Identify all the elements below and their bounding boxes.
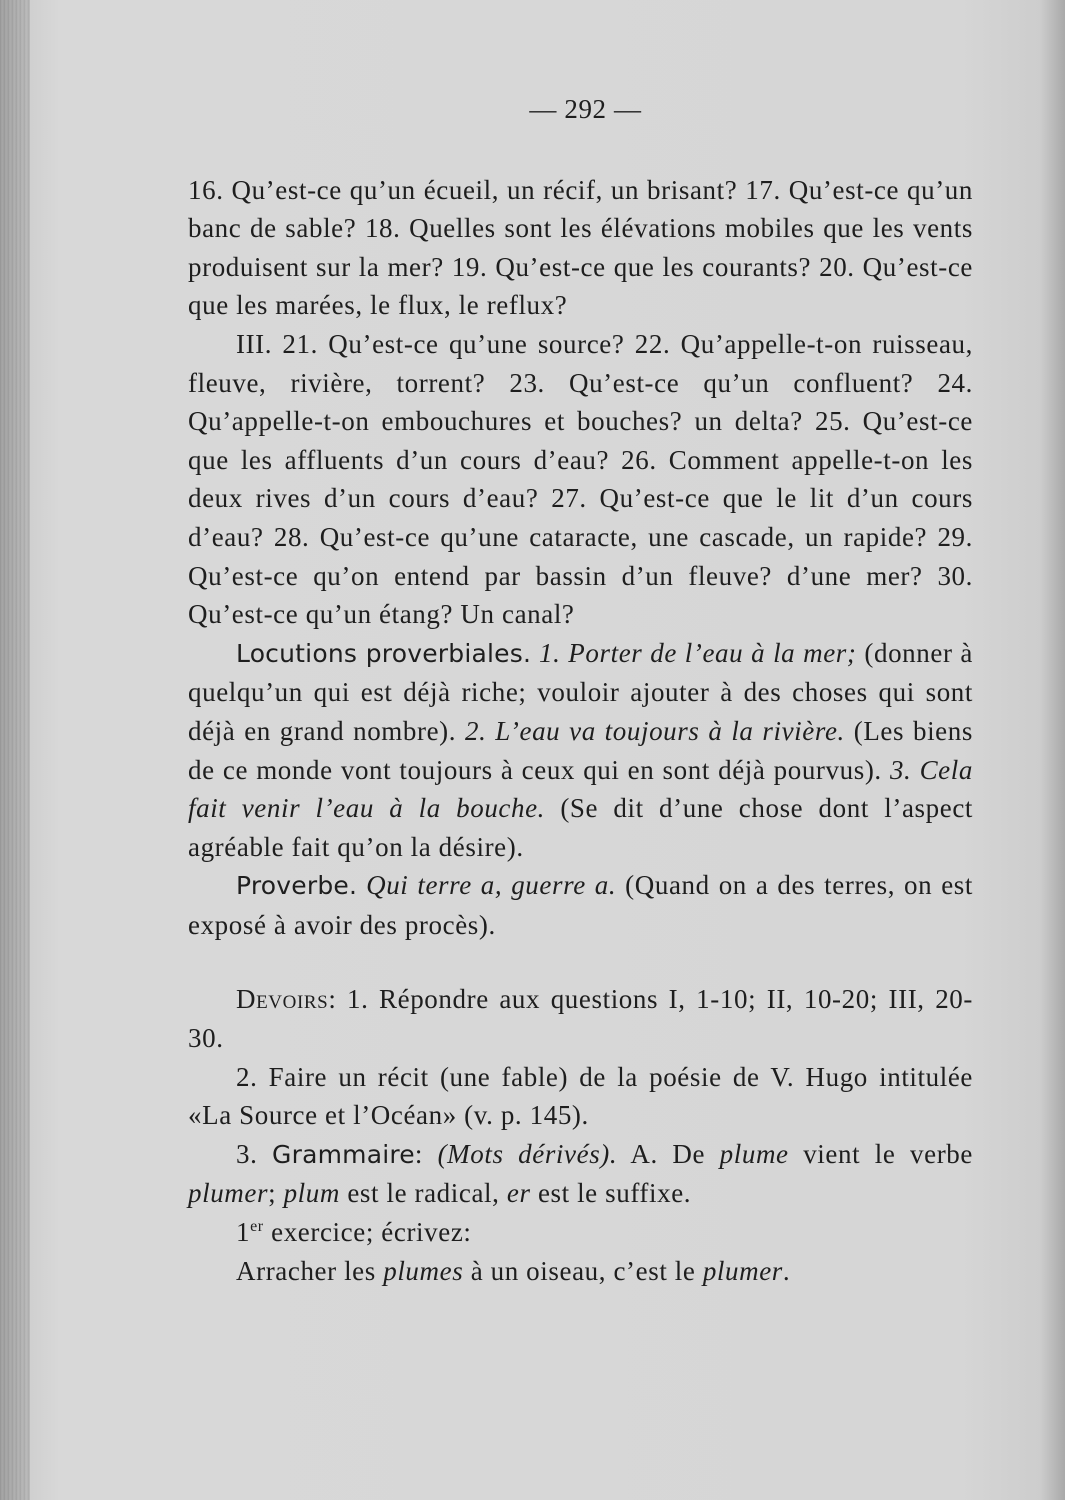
page-number: — 292 — (529, 94, 642, 124)
exercice-superscript: er (250, 1218, 264, 1236)
exercice-example (188, 1252, 973, 1291)
proverbe-paragraph (188, 866, 973, 944)
devoirs-item-3-number: 3. (236, 1138, 258, 1169)
grammaire-heading: Grammaire (272, 1139, 415, 1169)
exercice-line (188, 1213, 973, 1252)
locution-2-explanation: (Les biens de ce monde vont toujours à ceux qui en sont déjà pourvus). (188, 715, 973, 785)
page-content (188, 90, 973, 1290)
grammaire-topic: (Mots dérivés). (437, 1138, 618, 1169)
questions-part3: III. 21. Qu’est-ce qu’une source? 22. Qu’appelle-t-on ruisseau, fleuve, rivière, torrent? 23. Qu’est-ce qu’un confluent? 24. Qu’appelle-t-on embouchures et bouches? un delta? 25. Qu’est-ce que les affluents d’un cours d’eau? 26. Comment appelle-t-on les deux rives d’un cours d’eau? 27. Qu’est-ce que le lit d’un cours d’eau? 28. Qu’est-ce qu’une cataracte, une cascade, un rapide? 29. Qu’est-ce qu’on entend par bassin d’un fleuve? d’une mer? 30. Qu’est-ce qu’un étang? Un canal? (188, 328, 973, 630)
locution-2-number: 2. (464, 715, 487, 746)
proverbe-explanation: (Quand on a des terres, on est exposé à avoir des procès). (188, 870, 973, 940)
locution-3-text: Cela fait venir l’eau à la bouche. (188, 754, 973, 824)
example-end: . (782, 1255, 791, 1286)
locution-2-text: L’eau va toujours à la rivière. (495, 715, 845, 746)
text-semicolon: ; (268, 1178, 277, 1209)
exercice-number: 1 (236, 1217, 251, 1248)
locution-1-explanation: (donner à quelqu’un qui est déjà riche; vouloir ajouter à des choses qui sont déjà en grand nombre). (188, 637, 973, 746)
locution-3-number: 3. (889, 754, 912, 785)
locution-3-explanation: (Se dit d’une chose dont l’aspect agréable fait qu’on la désire). (188, 793, 974, 862)
word-plumer: plumer (188, 1178, 269, 1209)
word-plumer-2: plumer (702, 1255, 783, 1286)
grammaire-colon: : (414, 1138, 423, 1169)
proverbe-text: Qui terre a, guerre a. (366, 870, 617, 901)
word-plume: plume (719, 1138, 789, 1169)
devoirs-item-2: 2. Faire un récit (une fable) de la poésie de V. Hugo intitulée «La Source et l’Océan» (v. p. 145). (188, 1061, 973, 1131)
devoirs-item-1-text: : 1. Répondre aux questions I, 1-10; II, 10-20; III, 20-30. (188, 984, 973, 1054)
locutions-heading: Locutions proverbiales. (236, 638, 532, 668)
text-radical: est le radical, (347, 1178, 500, 1209)
example-part-1: Arracher les (236, 1255, 376, 1286)
locution-1-text: Porter de l’eau à la mer; (568, 637, 857, 668)
proverbe-heading: Proverbe. (236, 871, 358, 901)
text-vient: vient le verbe (803, 1138, 973, 1169)
example-part-2: à un oiseau, c’est le (470, 1255, 696, 1286)
locution-1-number: 1. (538, 637, 561, 668)
section-gap (188, 944, 973, 980)
devoirs-item-1 (188, 980, 973, 1057)
word-plum: plum (283, 1178, 340, 1209)
questions-part2: 16. Qu’est-ce qu’un écueil, un récif, un brisant? 17. Qu’est-ce qu’un banc de sable? 18. Quelles sont les élévations mobiles que les vents produisent sur la mer? 19. Qu’est-ce que les courants? 20. Qu’est-ce que les marées, le flux, le reflux? (188, 174, 973, 321)
page-edge (0, 0, 30, 1500)
exercice-text: exercice; écrivez: (271, 1217, 472, 1248)
grammaire-a: A. De (630, 1138, 706, 1169)
devoirs-item-3 (188, 1135, 973, 1213)
devoirs-label: Devoirs (236, 984, 329, 1015)
locutions-paragraph (188, 634, 973, 867)
text-suffixe: est le suffixe. (537, 1178, 692, 1209)
word-plumes: plumes (383, 1255, 464, 1286)
word-er: er (506, 1178, 531, 1209)
